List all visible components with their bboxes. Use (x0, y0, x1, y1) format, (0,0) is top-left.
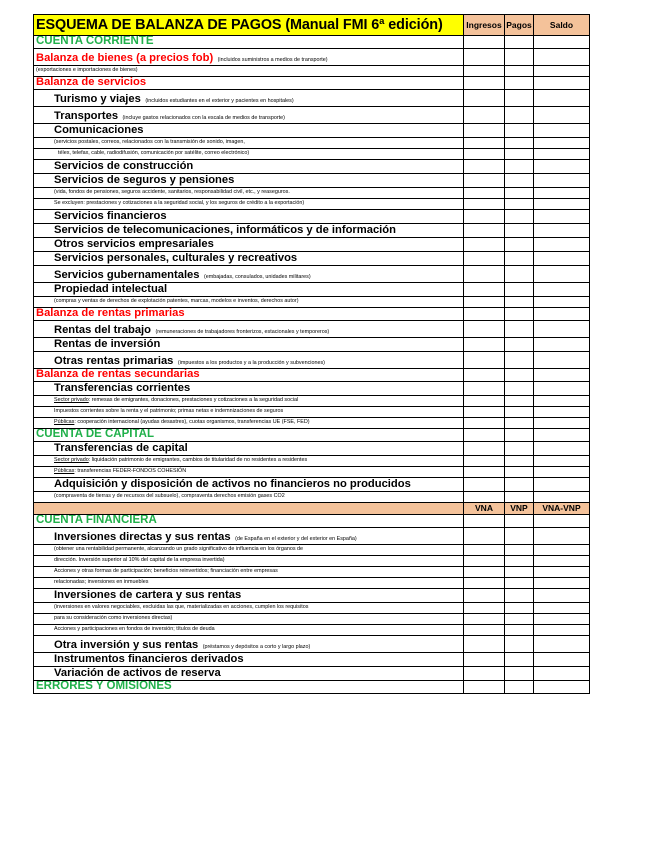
tc-impuestos: Impuestos corrientes sobre la renta y el patrimonio; primas netas e indemnizaciones de seguros (34, 407, 464, 418)
turismo-label: Turismo y viajes (54, 93, 141, 105)
table-row (34, 667, 590, 681)
trabajo-note: (remuneraciones de trabajadores fronterizos, estacionales y temporeros) (155, 329, 330, 335)
col-header-ingresos: Ingresos (464, 15, 505, 36)
financieros-label: Servicios financieros (34, 210, 464, 224)
table-row (34, 567, 590, 578)
directas-line-1: (obtener una rentabilidad permanente, alcanzando un grado significativo de influencia en los órganos de (34, 545, 464, 556)
telecom-label: Servicios de telecomunicaciones, informáticos y de información (34, 224, 464, 238)
balanza-bienes-label: Balanza de bienes (a precios fob) (36, 52, 214, 64)
construccion-label: Servicios de construcción (34, 160, 464, 174)
table-row (34, 556, 590, 567)
cartera-line-1: (inversiones en valores negociables, excluidas las que, materializadas en acciones, cumplen los requisitos (34, 603, 464, 614)
propiedad-note: (compras y ventas de derechos de explotación patentes, marcas, modelos e inventos, derechos autor) (34, 297, 464, 308)
table-row (34, 174, 590, 188)
table-row (34, 252, 590, 266)
section-errores-omisiones: ERRORES Y OMISIONES (34, 681, 464, 694)
table-row (34, 224, 590, 238)
table-row (34, 90, 590, 107)
table-row (34, 66, 590, 77)
trabajo-label: Rentas del trabajo (54, 324, 151, 336)
balanza-servicios-label: Balanza de servicios (34, 77, 464, 90)
cartera-label: Inversiones de cartera y sus rentas (34, 589, 464, 603)
table-row (34, 238, 590, 252)
col-header-vna: VNA (464, 503, 505, 515)
comunicaciones-note-2: télex, telefax, cable, radiodifusión, comunicación por satélite, correo electrónico) (34, 149, 464, 160)
tc-publicas-label: Públicas (54, 419, 75, 426)
rentas-primarias-label: Balanza de rentas primarias (34, 308, 464, 321)
table-row (34, 77, 590, 90)
bienes-note: (incluidos suministros a medios de transporte) (217, 57, 328, 63)
table-row (34, 418, 590, 429)
table-row (34, 467, 590, 478)
table-row (34, 266, 590, 283)
table-row (34, 199, 590, 210)
table-row (34, 149, 590, 160)
table-row (34, 36, 590, 49)
table-row (34, 545, 590, 556)
cartera-line-3: Acciones y participaciones en fondos de inversión; títulos de deuda (34, 625, 464, 636)
seguros-note-1: (vida, fondos de pensiones, seguros accidente, sanitarios, responsabilidad civil, etc., y reaseguros. (34, 188, 464, 199)
table-row (34, 396, 590, 407)
gubernamentales-label: Servicios gubernamentales (54, 269, 200, 281)
table-row (34, 614, 590, 625)
table-row (34, 407, 590, 418)
section-cuenta-capital: CUENTA DE CAPITAL (34, 429, 464, 442)
table-row (34, 478, 590, 492)
transportes-label: Transportes (54, 110, 119, 122)
directas-line-4: relacionadas; inversiones en inmuebles (34, 578, 464, 589)
otros-empresariales-label: Otros servicios empresariales (34, 238, 464, 252)
tc-privado-label: Sector privado (54, 397, 89, 404)
seguros-note-2: Se excluyen: prestaciones y cotizaciones a la seguridad social, y los seguros de crédito a la exportación) (34, 199, 464, 210)
comunicaciones-label: Comunicaciones (34, 124, 464, 138)
section-cuenta-corriente: CUENTA CORRIENTE (34, 36, 464, 49)
table-row (34, 210, 590, 224)
transferencias-label: Transferencias corrientes (34, 382, 464, 396)
personales-label: Servicios personales, culturales y recreativos (34, 252, 464, 266)
table-row (34, 321, 590, 338)
bienes-note-2: (exportaciones e importaciones de bienes) (34, 66, 464, 77)
transportes-note: (incluye gastos relacionados con la escala de medios de transporte) (122, 115, 285, 121)
table-row (34, 369, 590, 382)
reserva-label: Variación de activos de reserva (34, 667, 464, 681)
col-header-vnp: VNP (505, 503, 534, 515)
otras-primarias-label: Otras rentas primarias (54, 355, 174, 367)
adquisicion-label: Adquisición y disposición de activos no financieros no producidos (34, 478, 464, 492)
adquisicion-note: (compraventa de tierras y de recursos del subsuelo), compraventa derechos emisión gases CO2 (34, 492, 464, 503)
tk-privado-label: Sector privado (54, 457, 89, 464)
col-header-vna-vnp: VNA-VNP (534, 503, 590, 515)
table-row (34, 636, 590, 653)
section-cuenta-financiera: CUENTA FINANCIERA (34, 515, 464, 528)
directas-note: (de España en el exterior y del exterior en España) (235, 536, 357, 542)
inversion-label: Rentas de inversión (34, 338, 464, 352)
table-row (34, 603, 590, 614)
table-row (34, 492, 590, 503)
table-row (34, 338, 590, 352)
rentas-secundarias-label: Balanza de rentas secundarias (34, 369, 464, 382)
otra-inversion-note: (préstamos y depósitos a corto y largo plazo) (202, 644, 311, 650)
schema-table (33, 14, 590, 694)
sheet-title: ESQUEMA DE BALANZA DE PAGOS (Manual FMI 6ª edición) (34, 15, 464, 36)
table-row (34, 297, 590, 308)
col-header-pagos: Pagos (505, 15, 534, 36)
table-row (34, 681, 590, 694)
table-row (34, 160, 590, 174)
cartera-line-2: para su consideración como inversiones directas) (34, 614, 464, 625)
col-header-saldo: Saldo (534, 15, 590, 36)
table-row (34, 124, 590, 138)
tk-publicas-label: Públicas (54, 468, 75, 475)
comunicaciones-note-1: (servicios postales, correos, relacionados con la transmisión de sonido, imagen, (34, 138, 464, 149)
directas-label: Inversiones directas y sus rentas (54, 531, 231, 543)
table-row (34, 515, 590, 528)
table-row (34, 138, 590, 149)
tc-publicas-text: : cooperación internacional (ayudas desastres), cuotas organismos, transferencias UE (FSE, FED) (74, 419, 310, 426)
table-row (34, 352, 590, 369)
table-row (34, 528, 590, 545)
table-row (34, 308, 590, 321)
directas-line-3: Acciones y otras formas de participación; beneficios reinvertidos; financiación entre empresas (34, 567, 464, 578)
table-row (34, 283, 590, 297)
otras-primarias-note: (impuestos a los productos y a la producción y subvenciones) (177, 360, 325, 366)
table-row (34, 589, 590, 603)
directas-line-2: dirección. Inversión superior al 10% del capital de la empresa invertida) (34, 556, 464, 567)
gubernamentales-note: (embajadas, consulados, unidades militares) (203, 274, 311, 280)
tc-privado-text: : remesas de emigrantes, donaciones, prestaciones y cotizaciones a la seguridad social (88, 397, 299, 404)
table-row (34, 625, 590, 636)
table-row (34, 382, 590, 396)
otra-inversion-label: Otra inversión y sus rentas (54, 639, 199, 651)
seguros-label: Servicios de seguros y pensiones (34, 174, 464, 188)
turismo-note: (incluidos estudiantes en el exterior y pacientes en hospitales) (145, 98, 294, 104)
table-row (34, 188, 590, 199)
balance-of-payments-sheet (33, 14, 589, 694)
table-row (34, 107, 590, 124)
financial-header-band (34, 503, 590, 515)
table-row (34, 653, 590, 667)
table-row (34, 49, 590, 66)
table-row (34, 429, 590, 442)
derivados-label: Instrumentos financieros derivados (34, 653, 464, 667)
table-row (34, 442, 590, 456)
table-row (34, 456, 590, 467)
propiedad-label: Propiedad intelectual (34, 283, 464, 297)
tk-privado-text: : liquidación patrimonio de emigrantes, cambios de titularidad de no residentes a residentes (88, 457, 308, 464)
title-row (34, 15, 590, 36)
tk-publicas-text: : transferencias FEDER-FONDOS COHESIÓN (74, 468, 187, 475)
table-row (34, 578, 590, 589)
transferencias-capital-label: Transferencias de capital (34, 442, 464, 456)
